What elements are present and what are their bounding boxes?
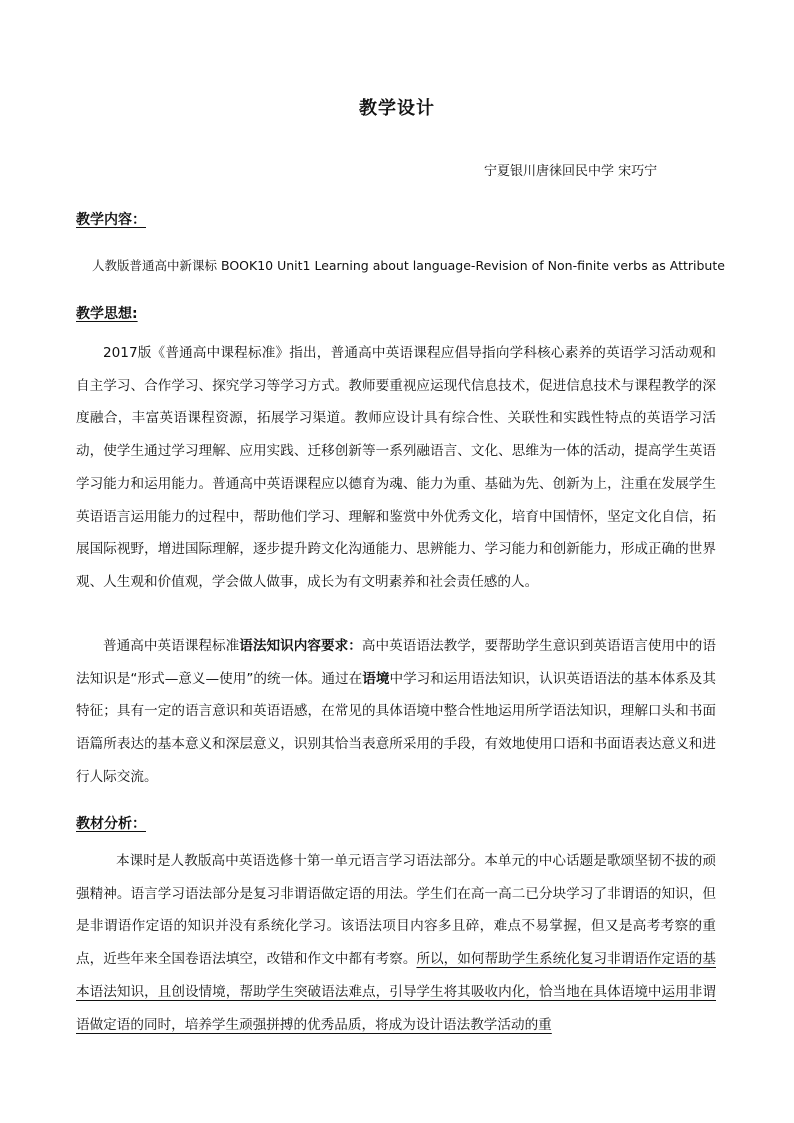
philosophy-paragraph-2 (76, 630, 716, 794)
analysis-text: 本课时是人教版高中英语选修十第一单元语言学习语法部分。本单元的中心话题是歌颂坚韧不拔的顽强精神。语言学习语法部分是复习非谓语做定语的用法。学生们在高一高二已分块学习了非谓语的知识，但是非谓语作定语的知识并没有系统化学习。该语法项目内容多且碎，难点不易掌握，但又是高考考察的重点，近些年来全国卷语法填空，改错和作文中都有考察。 (76, 853, 716, 968)
document-title: 教学设计 (359, 98, 435, 119)
heading-teaching-philosophy: 教学思想: (76, 306, 138, 322)
author-line: 宁夏银川唐徕回民中学 宋巧宁 (484, 164, 658, 179)
p2-body-text: 高中英语语法教学，要帮助学生意识到英语语言使用中的语法知识是“形式—意义—使用”的统一体。通过在 (76, 638, 717, 687)
teaching-content-text: 人教版普通高中新课标 BOOK10 Unit1 Learning about language-Revision of Non-finite verbs as Attribute (92, 258, 725, 273)
philosophy-paragraph-1: 2017版《普通高中课程标准》指出，普通高中英语课程应倡导指向学科核心素养的英语学习活动观和自主学习、合作学习、探究学习等学习方式。教师要重视应运现代信息技术，促进信息技术与课程教学的深度融合，丰富英语课程资源，拓展学习渠道。教师应设计具有综合性、关联性和实践性特点的英语学习活动，使学生通过学习理解、应用实践、迁移创新等一系列融语言、文化、思维为一体的活动，提高学生英语学习能力和运用能力。普通高中英语课程应以德育为魂、能力为重、基础为先、创新为上，注重在发展学生英语语言运用能力的过程中，帮助他们学习、理解和鉴赏中外优秀文化，培育中国情怀，坚定文化自信，拓展国际视野，增进国际理解，逐步提升跨文化沟通能力、思辨能力、学习能力和创新能力，形成正确的世界观、人生观和价值观，学会做人做事，成长为有文明素养和社会责任感的人。 (76, 345, 716, 590)
p2-bold-requirement: 语法知识内容要求： (239, 638, 362, 654)
p2-lead-text: 普通高中英语课程标准 (103, 638, 240, 654)
p2-tail-text: 中学习和运用语法知识，认识英语语法的基本体系及其特征；具有一定的语言意识和英语语感，在常见的具体语境中整合性地运用所学语法知识，理解口头和书面语篇所表达的基本意义和深层意义，识别其恰当表意所采用的手段，有效地使用口语和书面语表达意义和进行人际交流。 (76, 670, 717, 785)
analysis-paragraph (76, 845, 716, 1041)
analysis-underlined-text: 所以，如何帮助学生系统化复习非谓语作定语的基本语法知识，且创设情境，帮助学生突破语法难点，引导学生将其吸收内化，恰当地在具体语境中运用非谓语做定语的同时，培养学生顽强拼搏的优秀品质，将成为设计语法教学活动的重 (76, 951, 716, 1033)
p2-bold-context: 语境 (362, 670, 390, 687)
heading-material-analysis: 教材分析： (76, 816, 146, 832)
heading-teaching-content: 教学内容： (76, 212, 146, 228)
